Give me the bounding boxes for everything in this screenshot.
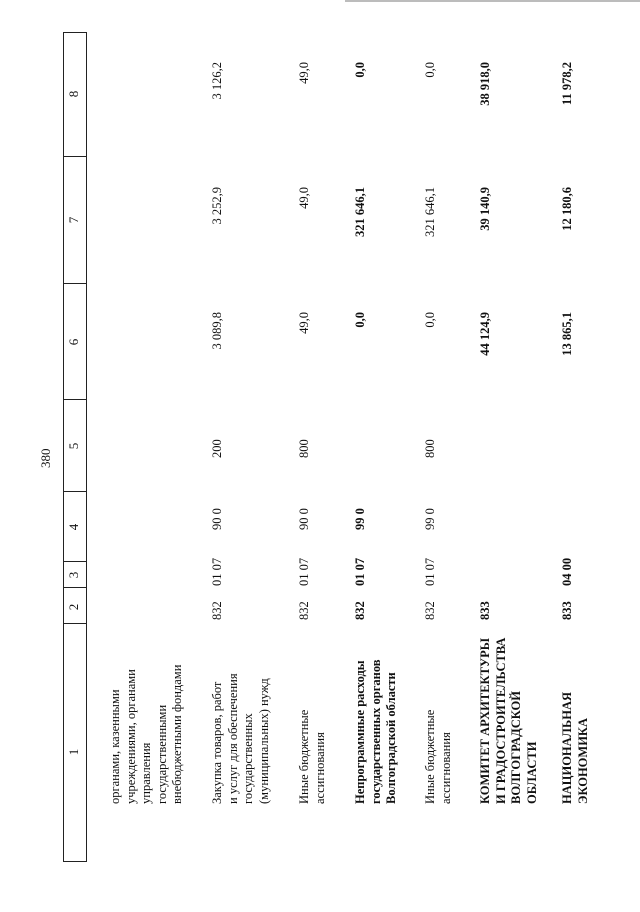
header-col-2: 2 <box>66 603 81 611</box>
header-divider <box>63 491 86 492</box>
row-type: 200 <box>210 439 224 458</box>
header-divider <box>63 561 86 562</box>
row-section: 01 07 <box>423 557 437 586</box>
row-code: 832 <box>297 601 311 620</box>
row-target: 90 0 <box>210 508 224 530</box>
row-target: 99 0 <box>423 508 437 530</box>
page-number: 380 <box>38 448 53 468</box>
header-col-5: 5 <box>66 442 81 450</box>
row-value-6: 0,0 <box>423 312 437 328</box>
row-name: Непрограммные расходы государственных органов Волгоградской области <box>353 659 398 804</box>
row-value-6: 3 089,8 <box>210 312 224 350</box>
row-code: 833 <box>478 601 492 620</box>
row-value-7: 321 646,1 <box>423 187 437 237</box>
header-divider <box>63 399 86 400</box>
row-value-8: 38 918,0 <box>478 62 492 106</box>
row-name: органами, казенными учреждениями, органами управления государственными внебюджетными фондами <box>108 664 184 804</box>
row-section: 01 07 <box>353 557 367 586</box>
header-col-6: 6 <box>66 338 81 346</box>
row-target: 90 0 <box>297 508 311 530</box>
header-col-7: 7 <box>66 216 81 224</box>
header-col-8: 8 <box>66 90 81 98</box>
row-type: 800 <box>423 439 437 458</box>
row-value-8: 0,0 <box>353 62 367 78</box>
row-value-6: 13 865,1 <box>560 312 574 356</box>
row-type: 800 <box>297 439 311 458</box>
row-name: КОМИТЕТ АРХИТЕКТУРЫ И ГРАДОСТРОИТЕЛЬСТВА ВОЛГОГРАДСКОЙ ОБЛАСТИ <box>478 637 539 804</box>
row-value-7: 3 252,9 <box>210 187 224 225</box>
header-divider <box>63 156 86 157</box>
row-value-8: 3 126,2 <box>210 62 224 100</box>
row-value-7: 321 646,1 <box>353 187 367 237</box>
row-section: 01 07 <box>210 557 224 586</box>
header-divider <box>63 623 86 624</box>
header-divider <box>63 587 86 588</box>
row-target: 99 0 <box>353 508 367 530</box>
header-col-1: 1 <box>66 748 81 756</box>
row-name: НАЦИОНАЛЬНАЯ ЭКОНОМИКА <box>560 691 590 804</box>
row-value-6: 44 124,9 <box>478 312 492 356</box>
header-col-4: 4 <box>66 523 81 531</box>
row-section: 01 07 <box>297 557 311 586</box>
row-name: Закупка товаров, работ и услуг для обеспечения государственных (муниципальных) нужд <box>210 673 271 804</box>
row-value-7: 12 180,6 <box>560 187 574 231</box>
row-value-7: 49,0 <box>297 187 311 209</box>
row-value-8: 49,0 <box>297 62 311 84</box>
row-name: Иные бюджетные ассигнования <box>297 709 327 804</box>
row-value-7: 39 140,9 <box>478 187 492 231</box>
header-divider <box>63 861 86 862</box>
row-value-8: 11 978,2 <box>560 62 574 106</box>
header-divider <box>63 32 86 33</box>
header-divider <box>63 283 86 284</box>
row-code: 832 <box>210 601 224 620</box>
row-code: 833 <box>560 601 574 620</box>
row-code: 832 <box>423 601 437 620</box>
row-value-8: 0,0 <box>423 62 437 78</box>
row-section: 04 00 <box>560 557 574 586</box>
row-value-6: 49,0 <box>297 312 311 334</box>
header-bottom-rule <box>86 32 87 862</box>
header-col-3: 3 <box>66 571 81 579</box>
row-code: 832 <box>353 601 367 620</box>
row-value-6: 0,0 <box>353 312 367 328</box>
row-name: Иные бюджетные ассигнования <box>423 709 453 804</box>
